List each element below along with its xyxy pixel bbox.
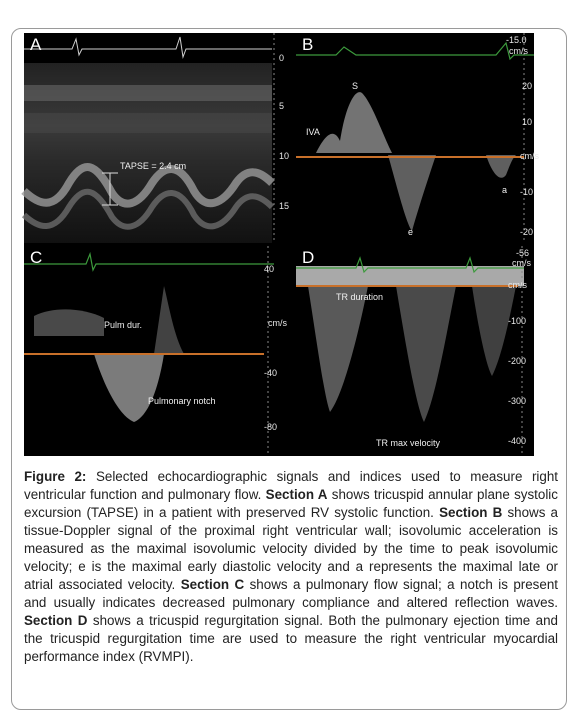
panel-d-tick-neg400: -400 xyxy=(508,436,527,446)
caption-section-c-text: shows a pulmonary flow signal; a notch is present and usually indicates decreased pulmonary compliance and altered reflection waves. xyxy=(24,577,558,610)
panel-a-tick-10: 10 xyxy=(279,151,290,161)
label-iva: IVA xyxy=(306,127,320,137)
panel-a-letter: A xyxy=(30,35,42,54)
panel-d-tick-unit: cm/s xyxy=(508,280,527,290)
panel-a xyxy=(24,33,294,243)
panel-d-tick-neg200: -200 xyxy=(508,356,527,366)
caption-figure-label: Figure 2: xyxy=(24,469,87,484)
panel-b-top-unit: cm/s xyxy=(509,46,528,56)
panel-a-tick-5: 5 xyxy=(279,101,285,111)
panel-c xyxy=(24,246,294,456)
panel-d-tick-neg100: -100 xyxy=(508,316,527,326)
caption-section-d-text: shows a tricuspid regurgitation signal. Both the pulmonary ejection time and the tricuspid regurgitation time are used to measure the right ventricular myocardial performance index (RVMPI). xyxy=(24,613,558,664)
panel-b-graphic xyxy=(296,33,534,243)
caption-section-b-text: shows a tissue-Doppler signal of the proximal right ventricular wall; isovolumic acceleration is measured as the maximal isovolumic velocity divided by the time to peak isovolumic velocity; e is the maximal early diastolic velocity and a represents the maximal late or atrial associated velocity. xyxy=(24,505,559,592)
caption-section-c-label: Section C xyxy=(180,577,245,592)
caption-section-a-label: Section A xyxy=(265,487,328,502)
panel-a-tick-15: 15 xyxy=(279,201,290,211)
panel-c-tick-neg40: -40 xyxy=(264,368,278,378)
label-pulm-dur: Pulm dur. xyxy=(104,320,143,330)
figure-caption xyxy=(24,468,558,666)
label-e: e xyxy=(408,227,414,237)
label-pulmonary-notch: Pulmonary notch xyxy=(148,396,216,406)
panel-d-graphic xyxy=(296,246,534,456)
echocardiography-figure xyxy=(24,33,539,456)
panel-b-tick-20: 20 xyxy=(522,81,533,91)
panel-c-letter: C xyxy=(30,248,43,267)
panel-d-tick-neg300: -300 xyxy=(508,396,527,406)
panel-d-letter: D xyxy=(302,248,315,267)
panel-d-top-unit: cm/s xyxy=(512,258,531,268)
panel-d-top-value: -56 xyxy=(516,248,530,258)
panel-b-tick-10: 10 xyxy=(522,117,533,127)
panel-a-graphic xyxy=(24,33,294,243)
caption-section-b-label: Section B xyxy=(439,505,503,520)
panel-d xyxy=(296,246,534,456)
label-s: S xyxy=(352,81,359,91)
caption-section-d-label: Section D xyxy=(24,613,88,628)
panel-b-top-value: -15.0 xyxy=(506,35,527,45)
panel-b-tick-neg10: -10 xyxy=(520,187,534,197)
caption-section-a-text: shows tricuspid annular plane systolic excursion (TAPSE) in a patient with preserved RV systolic function. xyxy=(24,487,558,520)
panel-b xyxy=(296,33,539,243)
panel-c-tick-neg80: -80 xyxy=(264,422,278,432)
label-a: a xyxy=(502,185,508,195)
panel-a-tick-0: 0 xyxy=(279,53,285,63)
panel-b-tick-neg20: -20 xyxy=(520,227,534,237)
panel-c-graphic xyxy=(24,246,294,456)
caption-intro: Selected echocardiographic signals and indices used to measure right ventricular function and pulmonary flow. xyxy=(24,469,558,502)
panel-c-tick-unit: cm/s xyxy=(268,318,287,328)
panel-b-tick-unit: cm/s xyxy=(520,151,539,161)
panel-c-tick-40: 40 xyxy=(264,264,275,274)
panel-b-letter: B xyxy=(302,35,314,54)
label-tr-duration: TR duration xyxy=(336,292,384,302)
label-tr-max-velocity: TR max velocity xyxy=(376,438,441,448)
tapse-annotation: TAPSE = 2.4 cm xyxy=(120,161,187,171)
